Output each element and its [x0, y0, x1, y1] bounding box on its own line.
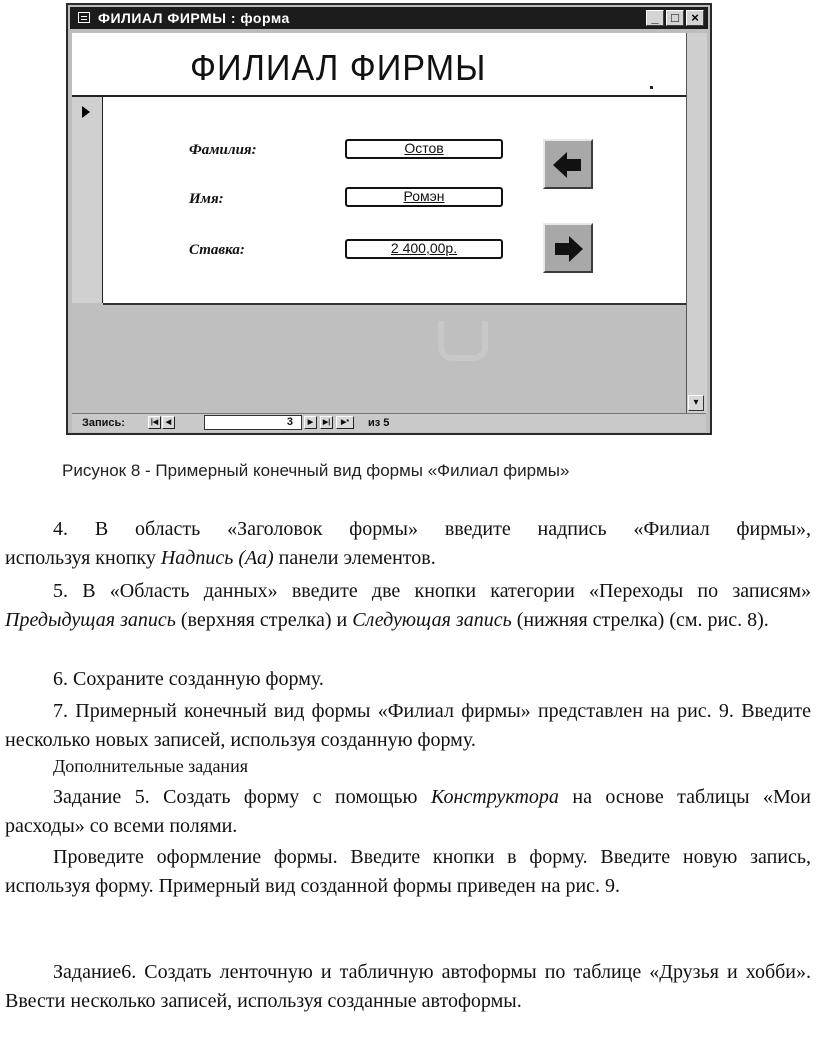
next-record-button[interactable] [543, 223, 593, 273]
rate-label: Ставка: [189, 242, 245, 258]
p4-italic: Надпись (Аа) [160, 547, 274, 569]
rate-field[interactable] [345, 239, 503, 259]
window-titlebar [70, 7, 708, 29]
last-record-icon[interactable]: ▶| [320, 416, 333, 429]
extra-tasks-heading: Дополнительные задания [53, 756, 248, 776]
paragraph-4-line-2 [5, 547, 436, 570]
name-field[interactable] [345, 187, 503, 207]
minimize-button[interactable]: _ [646, 10, 664, 26]
surname-field[interactable] [345, 139, 503, 159]
p4-text-b: панели элементов. [273, 547, 436, 569]
rate-value: 2 400,00р. [390, 240, 458, 256]
background-artifact [438, 321, 488, 361]
record-count: из 5 [368, 417, 390, 429]
name-value: Ромэн [403, 188, 445, 204]
arrow-right-icon [551, 234, 585, 264]
p7-text: 7. Примерный конечный вид формы «Филиал фирмы» представлен на рис. 9. Введите несколько новых записей, используя созданную форму. [5, 700, 811, 751]
form-detail-area [103, 97, 686, 305]
task5-text-b: на основе таблицы «Мои расходы» со всеми полями. [5, 786, 812, 837]
header-dot [650, 86, 653, 89]
p5-italic-2: Следующая запись [352, 609, 512, 631]
paragraph-7 [5, 697, 811, 755]
task-6 [5, 958, 811, 1016]
vertical-scrollbar[interactable] [686, 33, 707, 413]
task-5 [5, 783, 811, 841]
surname-value: Остов [404, 140, 444, 156]
record-navigation-bar [72, 413, 706, 432]
window-title: ФИЛИАЛ ФИРМЫ : форма [98, 10, 290, 26]
surname-label: Фамилия: [189, 142, 257, 158]
close-button[interactable]: × [686, 10, 704, 26]
figure-caption: Рисунок 8 - Примерный конечный вид формы «Филиал фирмы» [62, 461, 570, 480]
name-label: Имя: [189, 191, 224, 207]
paragraph-5 [5, 577, 811, 635]
record-label: Запись: [82, 417, 125, 429]
paragraph-8 [5, 843, 811, 901]
task6-text: Задание6. Создать ленточную и табличную автоформы по таблице «Друзья и хобби». Ввести несколько записей, используя созданные автоформы. [5, 961, 811, 1012]
prev-record-icon[interactable]: ◀ [162, 416, 175, 429]
p5-text-c: (нижняя стрелка) (см. рис. 8). [511, 609, 769, 631]
p8-text: Проведите оформление формы. Введите кнопки в форму. Введите новую запись, используя форму. Примерный вид созданной формы приведен на рис. 9. [5, 846, 811, 897]
previous-record-button[interactable] [543, 139, 593, 189]
arrow-left-icon [551, 150, 585, 180]
record-pointer-icon [82, 106, 90, 118]
task5-text-a: Задание 5. Создать форму с помощью [53, 786, 431, 808]
maximize-button[interactable]: □ [666, 10, 684, 26]
paragraph-6: 6. Сохраните созданную форму. [53, 668, 324, 690]
next-record-icon[interactable]: ▶ [304, 416, 317, 429]
p5-text-a: 5. В «Область данных» введите две кнопки категории «Переходы по записям» [53, 580, 811, 602]
p5-text-b: (верхняя стрелка) и [175, 609, 353, 631]
form-icon [78, 12, 90, 23]
task5-italic: Конструктора [430, 786, 559, 808]
scroll-down-icon[interactable]: ▾ [688, 395, 704, 411]
record-selector[interactable] [72, 97, 103, 303]
form-header-title: ФИЛИАЛ ФИРМЫ [190, 47, 487, 88]
p4-text-a: используя кнопку [5, 547, 161, 569]
form-header [72, 33, 686, 97]
access-form-window [66, 3, 712, 435]
new-record-icon[interactable]: ▶* [336, 416, 354, 429]
record-number-input[interactable]: 3 [204, 415, 302, 430]
paragraph-4-line-1: 4. В область «Заголовок формы» введите надпись «Филиал фирмы», [53, 518, 811, 540]
first-record-icon[interactable]: |◀ [148, 416, 161, 429]
form-empty-area [72, 305, 686, 413]
p5-italic-1: Предыдущая запись [5, 609, 176, 631]
